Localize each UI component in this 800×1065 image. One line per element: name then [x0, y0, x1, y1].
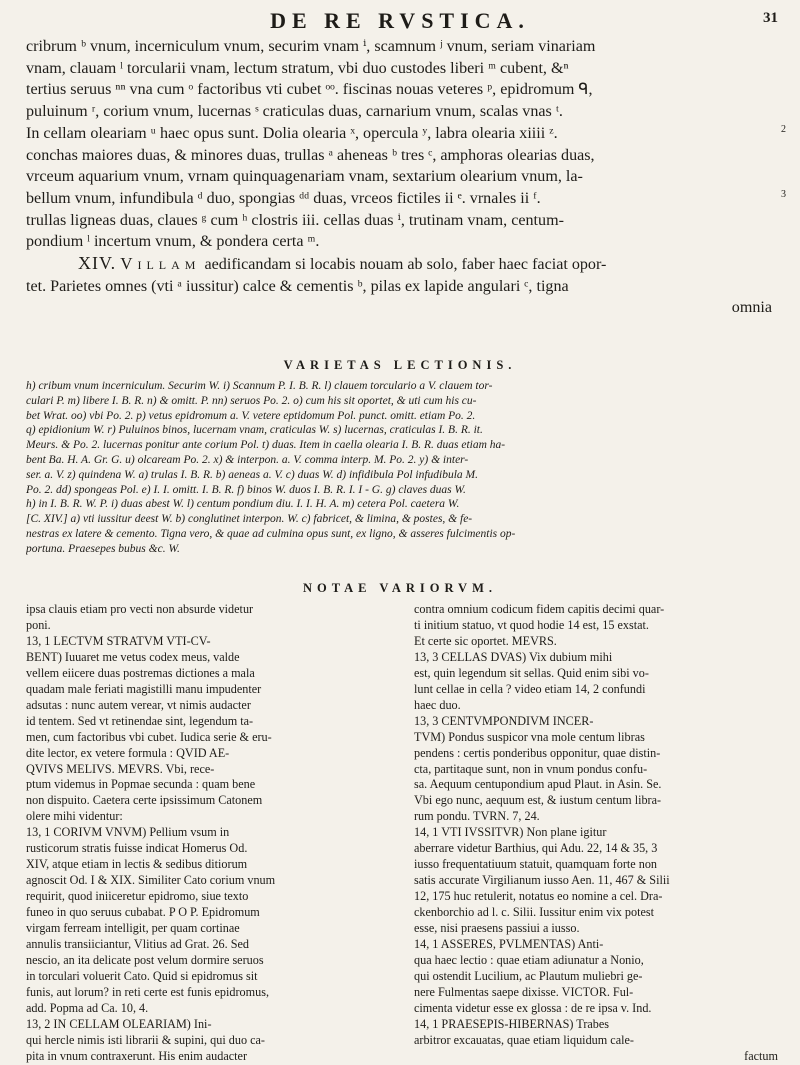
variants-heading: VARIETAS LECTIONIS. [283, 358, 517, 372]
note-line: cimenta videtur esse ex glossa : de re ipsa v. Ind. [414, 1000, 652, 1015]
variant-line: [C. XIV.] a) vti iussitur deest W. b) conglutinet interpon. W. c) fabricet, & limina, & postes, & fe- [26, 513, 473, 526]
note-line: requirit, quod iniiceretur epidromo, siue texto [26, 889, 249, 904]
note-line: ti initium statuo, vt quod hodie 14 est, 15 exstat. [414, 617, 649, 632]
note-line: esse, nisi praesens passiui a iusso. [414, 921, 580, 936]
note-line: 12, 175 huc retulerit, notatus eo nomine a cel. Dra- [414, 889, 663, 904]
margin-line-number: 3 [781, 189, 786, 200]
note-line: aberrare videtur Barthius, qui Adu. 22, 14 & 35, 3 [414, 841, 658, 856]
note-line: rusticorum stratis fuisse indicat Homerus Od. [26, 841, 248, 856]
note-line: nescio, an ita delicate post velum dormire seruos [26, 952, 264, 967]
note-line: rum pondu. TVRN. 7, 24. [414, 809, 540, 824]
notes-right-column [414, 602, 778, 1065]
main-text-line: bellum vnum, infundibula ᵈ duo, spongias ᵈᵈ duas, vrceos fictiles ii ᵉ. vrnales ii ᶠ. [26, 189, 541, 207]
variant-line: bet Wrat. oo) vbi Po. 2. p) vetus epidromum a. V. vetere eptidomum Pol. punct. omitt. etiam Po. 2. [26, 409, 476, 422]
variant-line: culari P. m) libere I. B. R. n) & omitt. P. nn) seruos Po. 2. o) cum his sit oportet, & uti cum his cu- [26, 394, 477, 407]
catchword: omnia [731, 299, 772, 317]
note-line: 14, 1 VTI IVSSITVR) Non plane igitur [414, 825, 607, 840]
note-line: 14, 1 ASSERES, PVLMENTAS) Anti- [414, 937, 604, 952]
variants-apparatus [26, 379, 778, 557]
main-text-line: In cellam oleariam ᵘ haec opus sunt. Dolia olearia ˣ, opercula ʸ, labra olearia xiiii ᶻ. [26, 124, 558, 142]
variant-line: h) cribum vnum incerniculum. Securim W. i) Scannum P. I. B. R. l) clauem torculario a V. clauem tor- [26, 380, 493, 392]
note-line: cta, partitaque sunt, non in vnum pondus confu- [414, 761, 648, 776]
chapter-lead-word: Villam [120, 254, 201, 274]
note-line: haec duo. [414, 697, 461, 712]
note-line: virgam ferream intelligit, per quam cortinae [26, 921, 240, 936]
note-line: qua haec lectio : quae etiam adiunatur a Nonio, [414, 952, 644, 967]
notes-left-column [26, 602, 390, 1065]
notes-heading: NOTAE VARIORVM. [302, 581, 498, 595]
note-line: est, quin legendum sit sellas. Quid enim sibi vo- [414, 665, 649, 680]
note-line: funeo in quo seruus cubabat. P O P. Epidromum [26, 905, 260, 920]
note-line: BENT) Iuuaret me vetus codex meus, valde [26, 649, 240, 664]
note-line: dite lector, ex vetere formula : QVID AE- [26, 745, 230, 760]
note-line: in torculari voluerit Cato. Quid si epidromus sit [26, 968, 258, 983]
variant-line: bent Ba. H. A. Gr. G. u) olcaream Po. 2. x) & interpon. a. V. comma interp. M. Po. 2. y) & inter- [26, 453, 469, 466]
note-line: add. Popma ad Ca. 10, 4. [26, 1000, 149, 1015]
note-line: contra omnium codicum fidem capitis decimi quar- [414, 602, 665, 616]
note-line: id tentem. Sed vt retinendae sint, legendum ta- [26, 713, 254, 728]
running-head: DE RE RVSTICA. [270, 8, 530, 33]
note-line: pendens : certis ponderibus opponitur, quae distin- [414, 745, 661, 760]
note-line: non dispuito. Caetera certe ipsissimum Catonem [26, 793, 263, 808]
note-line: qui hercle nimis isti librarii & supini, qui duo ca- [26, 1032, 265, 1047]
note-line: 14, 1 PRAESEPIS-HIBERNAS) Trabes [414, 1016, 610, 1031]
main-text-line: cribrum ᵇ vnum, incerniculum vnum, securim vnam ⁱ, scamnum ʲ vnum, seriam vinariam [26, 38, 596, 55]
note-line: Vbi ego nunc, aequum est, & iustum centum libra- [414, 793, 662, 808]
variant-line: Meurs. & Po. 2. lucernas ponitur ante corium Pol. t) duas. Item in caella olearia I. B. R. duas etiam ha- [26, 439, 506, 452]
note-line: men, cum factoribus vbi cubet. Iudica serie & eru- [26, 729, 272, 744]
main-text-line: vrceum aquarium vnum, vrnam quinquagenariam vnam, sextarium olearium vnum, la- [26, 168, 583, 186]
chapter-text: aedificandam si locabis nouam ab solo, faber haec faciat opor- [204, 256, 607, 274]
note-line: lunt cellae in cella ? video etiam 14, 2 confundi [414, 681, 646, 696]
note-line: ckenborchio ad l. c. Silii. Iussitur enim vix potest [414, 905, 654, 920]
chapter-opening-line [26, 253, 778, 276]
margin-line-number: 2 [781, 124, 786, 135]
page-number: 31 [763, 10, 778, 26]
main-text-line: trullas ligneas duas, claues ᵍ cum ʰ clostris iii. cellas duas ⁱ, trutinam vnam, centum- [26, 211, 564, 229]
note-line: XIV, atque etiam in lectis & sedibus ditiorum [26, 857, 248, 872]
variant-line: ser. a. V. z) quindena W. a) trulas I. B. R. b) aeneas a. V. c) duas W. d) infidibula Pol infudibula M. [26, 468, 478, 481]
note-line: vellem eiicere duas postremas dictiones a mala [26, 665, 255, 680]
catchword: factum [744, 1048, 778, 1063]
note-line: 13, 3 CELLAS DVAS) Vix dubium mihi [414, 649, 613, 664]
chapter-number: XIV. [78, 253, 117, 274]
main-text [26, 36, 778, 319]
note-line: quadam male feriati magistilli manu impudenter [26, 681, 262, 696]
main-text-line: conchas maiores duas, & minores duas, trullas ᵃ aheneas ᵇ tres ᶜ, amphoras olearias duas, [26, 146, 595, 164]
note-line: poni. [26, 617, 51, 632]
main-text-line: puluinum ʳ, corium vnum, lucernas ˢ craticulas duas, carnarium vnum, scalas vnas ᵗ. [26, 103, 563, 121]
note-line: agnoscit Od. I & XIX. Similiter Cato corium vnum [26, 873, 276, 888]
main-text-line: tertius seruus ⁿⁿ vna cum ᵒ factoribus vti cubet ᵒᵒ. fiscinas nouas veteres ᵖ, epidromum ᑫ, [26, 81, 593, 99]
variant-line: q) epidionium W. r) Puluinos binos, lucernam vnam, craticulas W. s) lucernas, craticulas I. B. R. it. [26, 424, 483, 437]
variant-line: nestras ex latere & cemento. Tigna vero, & quae ad culmina opus sunt, ex ligno, & asseres fulcimentis op- [26, 527, 516, 540]
note-line: pita in vnum contraxerunt. His enim audacter [26, 1048, 247, 1063]
note-line: ipsa clauis etiam pro vecti non absurde videtur [26, 602, 254, 616]
main-text-line: pondium ˡ incertum vnum, & pondera certa ᵐ. [26, 233, 320, 251]
note-line: annulis transiiciantur, Vlitius ad Grat. 26. Sed [26, 937, 250, 952]
note-line: satis accurate Virgilianum iusso Aen. 11, 467 & Silii [414, 873, 670, 888]
note-line: nere Fulmentas saepe dixisse. VICTOR. Ful- [414, 984, 634, 999]
note-line: qui ostendit Lucilium, ac Plautum muliebri ge- [414, 968, 643, 983]
variant-line: portuna. Praesepes bubus &c. W. [26, 542, 180, 555]
note-line: arbitror excauatas, quae etiam liquidum cale- [414, 1032, 634, 1047]
note-line: Et certe sic oportet. MEVRS. [414, 633, 557, 648]
note-line: 13, 1 LECTVM STRATVM VTI-CV- [26, 633, 211, 648]
note-line: sa. Aequum centupondium apud Plaut. in Asin. Se. [414, 777, 662, 792]
main-text-line: vnam, clauam ˡ torcularii vnam, lectum stratum, vbi duo custodes liberi ᵐ cubent, &ⁿ [26, 59, 569, 77]
variant-line: Po. 2. dd) spongeas Pol. e) I. I. omitt. I. B. R. f) binos W. duos I. B. R. I. I - G. g) claves duas W. [26, 483, 466, 496]
main-text-line: tet. Parietes omnes (vti ᵃ iussitur) calce & cementis ᵇ, pilas ex lapide angulari ᶜ, tigna [26, 277, 569, 295]
variant-line: h) in I. B. R. W. P. i) duas abest W. l) centum pondium diu. I. I. H. A. m) cetera Pol. caetera W. [26, 498, 460, 511]
note-line: olere mihi videntur: [26, 809, 123, 824]
note-line: ptum videmus in Popmae secunda : quam bene [26, 777, 256, 792]
note-line: QVIVS MELIVS. MEVRS. Vbi, rece- [26, 761, 215, 776]
note-line: funis, aut lorum? in reti certe est funis epidromus, [26, 984, 270, 999]
note-line: adsutas : nunc autem verear, vt nimis audacter [26, 697, 251, 712]
note-line: 13, 2 IN CELLAM OLEARIAM) Ini- [26, 1016, 212, 1031]
note-line: 13, 1 CORIVM VNVM) Pellium vsum in [26, 825, 230, 840]
note-line: TVM) Pondus suspicor vna mole centum libras [414, 729, 645, 744]
note-line: iusso frequentatiuum statuit, quamquam forte non [414, 857, 658, 872]
note-line: 13, 3 CENTVMPONDIVM INCER- [414, 713, 594, 728]
